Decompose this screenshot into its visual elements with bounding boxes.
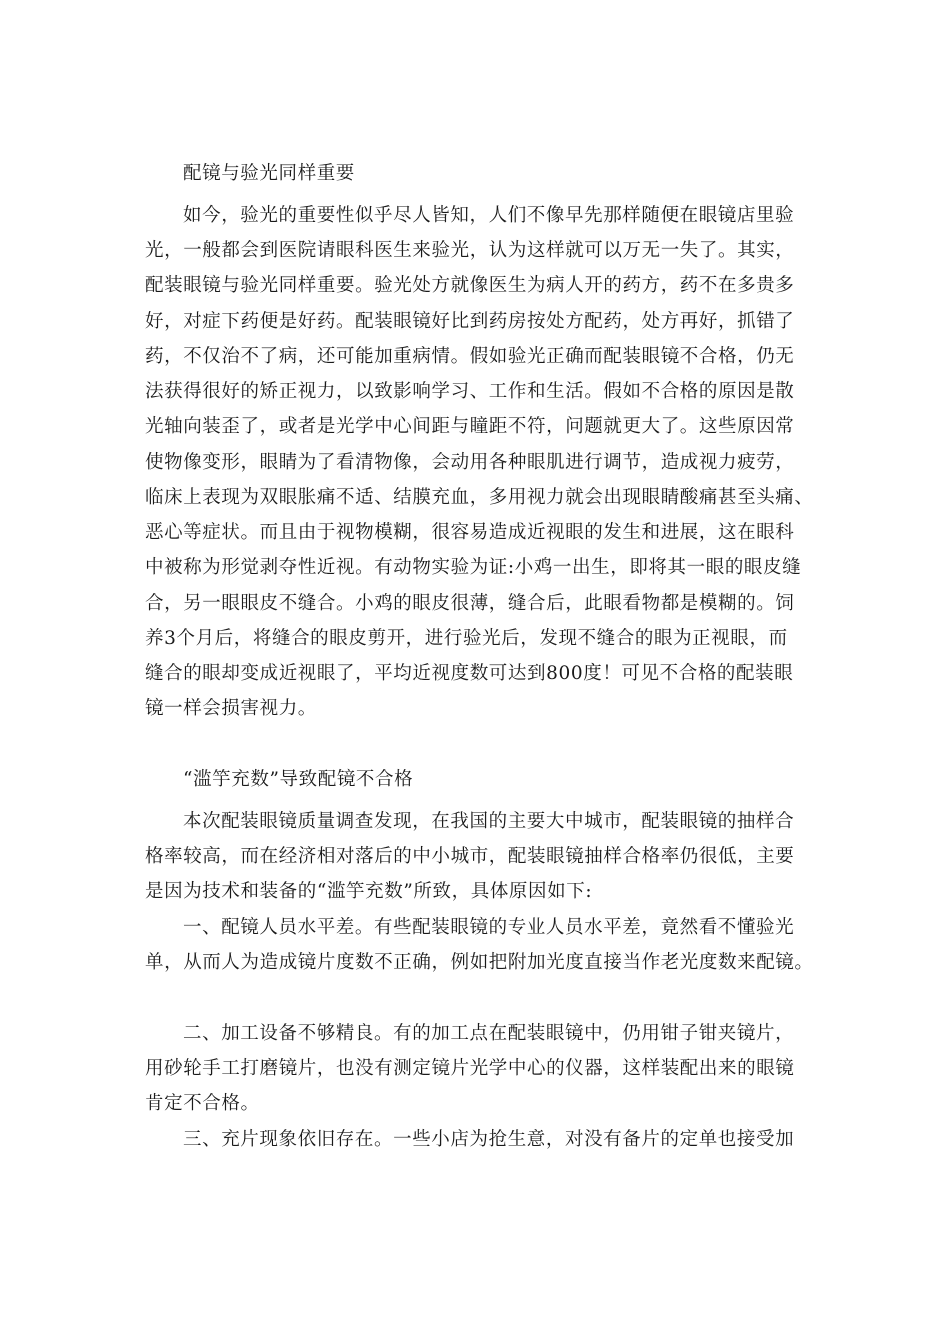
list-item-line: 一、配镜人员水平差。有些配装眼镜的专业人员水平差，竟然看不懂验光 bbox=[183, 917, 795, 938]
list-item-line: 肯定不合格。 bbox=[145, 1093, 260, 1114]
paragraph-line: 如今，验光的重要性似乎尽人皆知，人们不像早先那样随便在眼镜店里验 bbox=[183, 205, 795, 226]
paragraph-line: 临床上表现为双眼胀痛不适、结膜充血，多用视力就会出现眼睛酸痛甚至头痛、 bbox=[145, 487, 814, 508]
paragraph-line: 光轴向装歪了，或者是光学中心间距与瞳距不符，问题就更大了。这些原因常 bbox=[145, 416, 795, 437]
paragraph-line: 格率较高，而在经济相对落后的中小城市，配装眼镜抽样合格率仍很低，主要 bbox=[145, 846, 795, 867]
paragraph-line: 中被称为形觉剥夺性近视。有动物实验为证:小鸡一出生，即将其一眼的眼皮缝 bbox=[145, 557, 802, 578]
section-heading: “滥竽充数”导致配镜不合格 bbox=[183, 769, 414, 790]
paragraph-line: 法获得很好的矫正视力，以致影响学习、工作和生活。假如不合格的原因是散 bbox=[145, 381, 795, 402]
paragraph-line: 是因为技术和装备的“滥竽充数”所致，具体原因如下: bbox=[145, 881, 593, 902]
paragraph-line: 缝合的眼却变成近视眼了，平均近视度数可达到800度！可见不合格的配装眼 bbox=[145, 663, 794, 684]
paragraph-line: 恶心等症状。而且由于视物模糊，很容易造成近视眼的发生和进展，这在眼科 bbox=[145, 522, 795, 543]
paragraph-line: 镜一样会损害视力。 bbox=[145, 698, 317, 719]
paragraph-line: 配装眼镜与验光同样重要。验光处方就像医生为病人开的药方，药不在多贵多 bbox=[145, 275, 795, 296]
paragraph-line: 合，另一眼眼皮不缝合。小鸡的眼皮很薄，缝合后，此眼看物都是模糊的。饲 bbox=[145, 593, 795, 614]
list-item-line: 用砂轮手工打磨镜片，也没有测定镜片光学中心的仪器，这样装配出来的眼镜 bbox=[145, 1058, 795, 1079]
paragraph-line: 养3个月后，将缝合的眼皮剪开，进行验光后，发现不缝合的眼为正视眼，而 bbox=[145, 628, 788, 649]
paragraph-line: 使物像变形，眼睛为了看清物像，会动用各种眼肌进行调节，造成视力疲劳， bbox=[145, 452, 795, 473]
paragraph-line: 好，对症下药便是好药。配装眼镜好比到药房按处方配药，处方再好，抓错了 bbox=[145, 311, 795, 332]
paragraph-line: 药，不仅治不了病，还可能加重病情。假如验光正确而配装眼镜不合格，仍无 bbox=[145, 346, 795, 367]
paragraph-line: 光，一般都会到医院请眼科医生来验光，认为这样就可以万无一失了。其实， bbox=[145, 240, 795, 261]
list-item-line: 单，从而人为造成镜片度数不正确，例如把附加光度直接当作老光度数来配镜。 bbox=[145, 952, 814, 973]
section-heading: 配镜与验光同样重要 bbox=[183, 163, 355, 184]
list-item-line: 三、充片现象依旧存在。一些小店为抢生意，对没有备片的定单也接受加 bbox=[183, 1129, 795, 1150]
paragraph-line: 本次配装眼镜质量调查发现，在我国的主要大中城市，配装眼镜的抽样合 bbox=[183, 811, 795, 832]
list-item-line: 二、加工设备不够精良。有的加工点在配装眼镜中，仍用钳子钳夹镜片， bbox=[183, 1023, 795, 1044]
